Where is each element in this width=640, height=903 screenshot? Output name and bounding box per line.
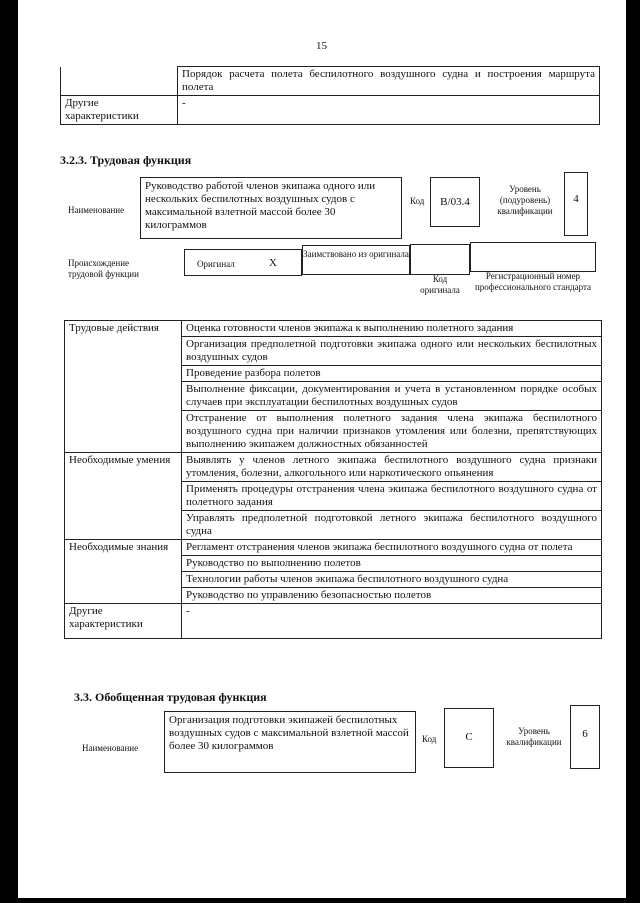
top-other-value: - [178, 96, 600, 125]
skills-label: Необходимые умения [65, 453, 182, 540]
top-other-label: Другие характеристики [61, 96, 178, 125]
level-value: 4 [564, 172, 588, 236]
section-33-code-value: C [444, 708, 494, 768]
labor-table [64, 320, 602, 639]
other-label: Другие характеристики [65, 604, 182, 639]
action-item: Проведение разбора полетов [182, 366, 602, 382]
reg-number-cell [470, 242, 596, 272]
original-mark: X [269, 257, 277, 269]
knowledge-item: Руководство по управлению безопасностью полетов [182, 588, 602, 604]
knowledge-item: Технологии работы членов экипажа беспилотного воздушного судна [182, 572, 602, 588]
document-page [18, 0, 626, 898]
code-label: Код [410, 196, 425, 206]
borrowed-label: Заимствовано из оригинала [302, 245, 410, 275]
level-label: Уровень (подуровень) квалификации [497, 184, 553, 216]
section-33-level-value: 6 [570, 705, 600, 769]
skill-item: Выявлять у членов летного экипажа беспилотного воздушного судна признаки утомления, болезни, алкогольного или наркотического опьянения [182, 453, 602, 482]
section-33-name-value: Организация подготовки экипажей беспилотных воздушных судов с максимальной взлетной массой более 30 килограммов [164, 711, 416, 773]
reg-number-label: Регистрационный номер профессионального стандарта [474, 271, 592, 292]
page-number: 15 [316, 40, 327, 52]
top-table [60, 66, 600, 125]
action-item: Выполнение фиксации, документирования и учета в установленном порядке особых случаев при эксплуатации беспилотных воздушных судов [182, 382, 602, 411]
origin-label: Происхождение трудовой функции [68, 258, 139, 279]
code-value: B/03.4 [430, 177, 480, 227]
action-item: Отстранение от выполнения полетного задания члена экипажа беспилотного воздушного судна при наличии признаков утомления или болезни, препятствующих выполнению экипажем должностных обязанностей [182, 411, 602, 453]
action-item: Оценка готовности членов экипажа к выполнению полетного задания [182, 321, 602, 337]
name-value: Руководство работой членов экипажа одного или нескольких беспилотных воздушных судов с максимальной взлетной массой более 30 килограммов [140, 177, 402, 239]
route-text: Порядок расчета полета беспилотного воздушного судна и построения маршрута полета [178, 67, 600, 96]
action-item: Организация предполетной подготовки экипажа одного или нескольких беспилотных воздушных судов [182, 337, 602, 366]
actions-label: Трудовые действия [65, 321, 182, 453]
name-label: Наименование [68, 205, 125, 215]
original-cell [184, 249, 302, 276]
skill-item: Управлять предполетной подготовкой летного экипажа беспилотного воздушного судна [182, 511, 602, 540]
section-33-heading: 3.3. Обобщенная трудовая функция [74, 690, 267, 704]
code-original-cell [410, 244, 470, 275]
other-value: - [182, 604, 602, 639]
section-33-name-label: Наименование [82, 743, 139, 753]
knowledge-item: Регламент отстранения членов экипажа беспилотного воздушного судна от полета [182, 540, 602, 556]
code-original-label: Код оригинала [420, 274, 460, 295]
section-33-code-label: Код [422, 734, 437, 744]
skill-item: Применять процедуры отстранения члена экипажа беспилотного воздушного судна от полетного задания [182, 482, 602, 511]
top-table-empty-cell [61, 67, 178, 96]
knowledge-item: Руководство по выполнению полетов [182, 556, 602, 572]
section-33-level-label: Уровень квалификации [506, 726, 562, 747]
original-label: Оригинал [197, 259, 235, 269]
section-323-heading: 3.2.3. Трудовая функция [60, 153, 192, 167]
knowledge-label: Необходимые знания [65, 540, 182, 604]
